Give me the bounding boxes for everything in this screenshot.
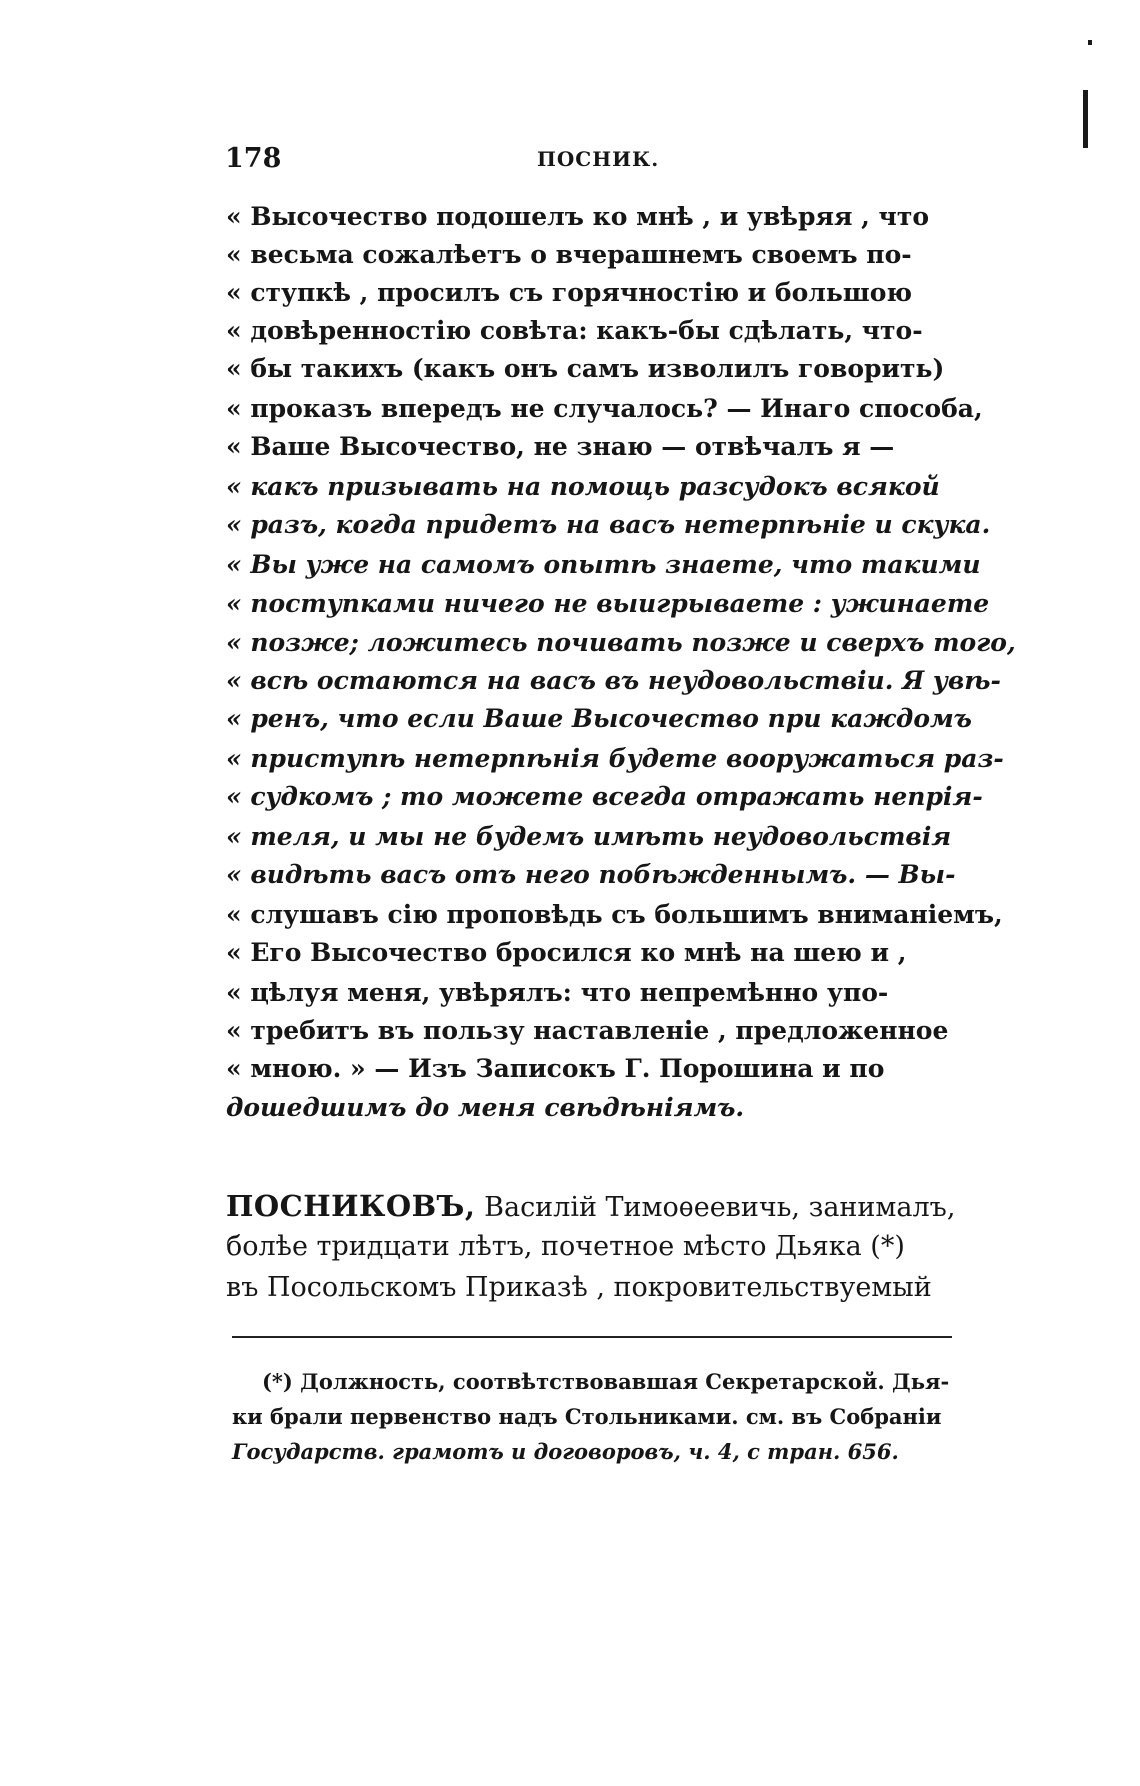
body-line: « Ваше Высочество, не знаю — отвѣчалъ я — [226,432,895,461]
body-line: « теля, и мы не будемъ имѣть неудовольствія [226,822,952,851]
entry-line: въ Посольскомъ Приказѣ , покровительствуемый [226,1272,932,1303]
body-line: « разъ, когда придетъ на васъ нетерпѣніе и скука. [226,510,991,539]
entry-line: болѣе тридцати лѣтъ, почетное мѣсто Дьяка (*) [226,1231,905,1262]
body-line: « цѣлуя меня, увѣрялъ: что непремѣнно упо- [226,978,889,1007]
body-line: « довѣренностію совѣта: какъ-бы сдѣлать, что- [226,316,923,345]
body-line: « какъ призывать на помощь разсудокъ всякой [226,472,940,501]
body-line: « приступѣ нетерпѣнія будете вооружаться раз- [226,744,1004,773]
footnote-divider [232,1336,952,1338]
body-line: « бы такихъ (какъ онъ самъ изволилъ говорить) [226,354,945,383]
body-line: « поступками ничего не выигрываете : ужинаете [226,589,990,618]
body-line: « требитъ въ пользу наставленіе , предложенное [226,1016,949,1045]
body-line: « проказъ впередъ не случалось? — Инаго способа, [226,394,983,423]
body-line: « всѣ остаются на васъ въ неудовольствіи. Я увѣ- [226,666,1001,695]
running-title: ПОСНИК. [537,147,660,171]
body-line: « весьма сожалѣетъ о вчерашнемъ своемъ по- [226,240,912,269]
page-header [225,143,955,177]
body-line: « ренъ, что если Ваше Высочество при каждомъ [226,704,972,733]
body-line: « видѣть васъ отъ него побѣжденнымъ. — Вы- [226,860,956,889]
entry-first-line [226,1186,956,1226]
footnote-line: (*) Должность, соотвѣтствовавшая Секретарской. Дья- [262,1369,950,1394]
entry-text: Василій Тимоѳеевичь, занималъ, [484,1192,956,1223]
body-line: « ступкѣ , просилъ съ горячностію и большою [226,278,913,307]
body-line: « мною. » — Изъ Записокъ Г. Порошина и по [226,1054,885,1083]
entry-heading: ПОСНИКОВЪ, [226,1189,476,1223]
scan-edge-mark [1083,90,1088,148]
body-line: « судкомъ ; то можете всегда отражать непрія- [226,782,983,811]
footnote-line: ки брали первенство надъ Стольниками. см. въ Собраніи [232,1404,942,1429]
body-line: « слушавъ сію проповѣдь съ большимъ вниманіемъ, [226,900,1003,929]
body-line: « Вы уже на самомъ опытѣ знаете, что такими [226,550,981,579]
page-number: 178 [225,143,282,174]
scan-speck [1088,40,1092,45]
body-line: « Высочество подошелъ ко мнѣ , и увѣряя , что [226,202,930,231]
footnote-line: Государств. грамотъ и договоровъ, ч. 4, с тран. 656. [232,1439,899,1464]
body-line: « Его Высочество бросился ко мнѣ на шею и , [226,938,907,967]
body-line: « позже; ложитесь почивать позже и сверхъ того, [226,628,1016,657]
body-line: дошедшимъ до меня свѣдѣніямъ. [226,1093,745,1122]
